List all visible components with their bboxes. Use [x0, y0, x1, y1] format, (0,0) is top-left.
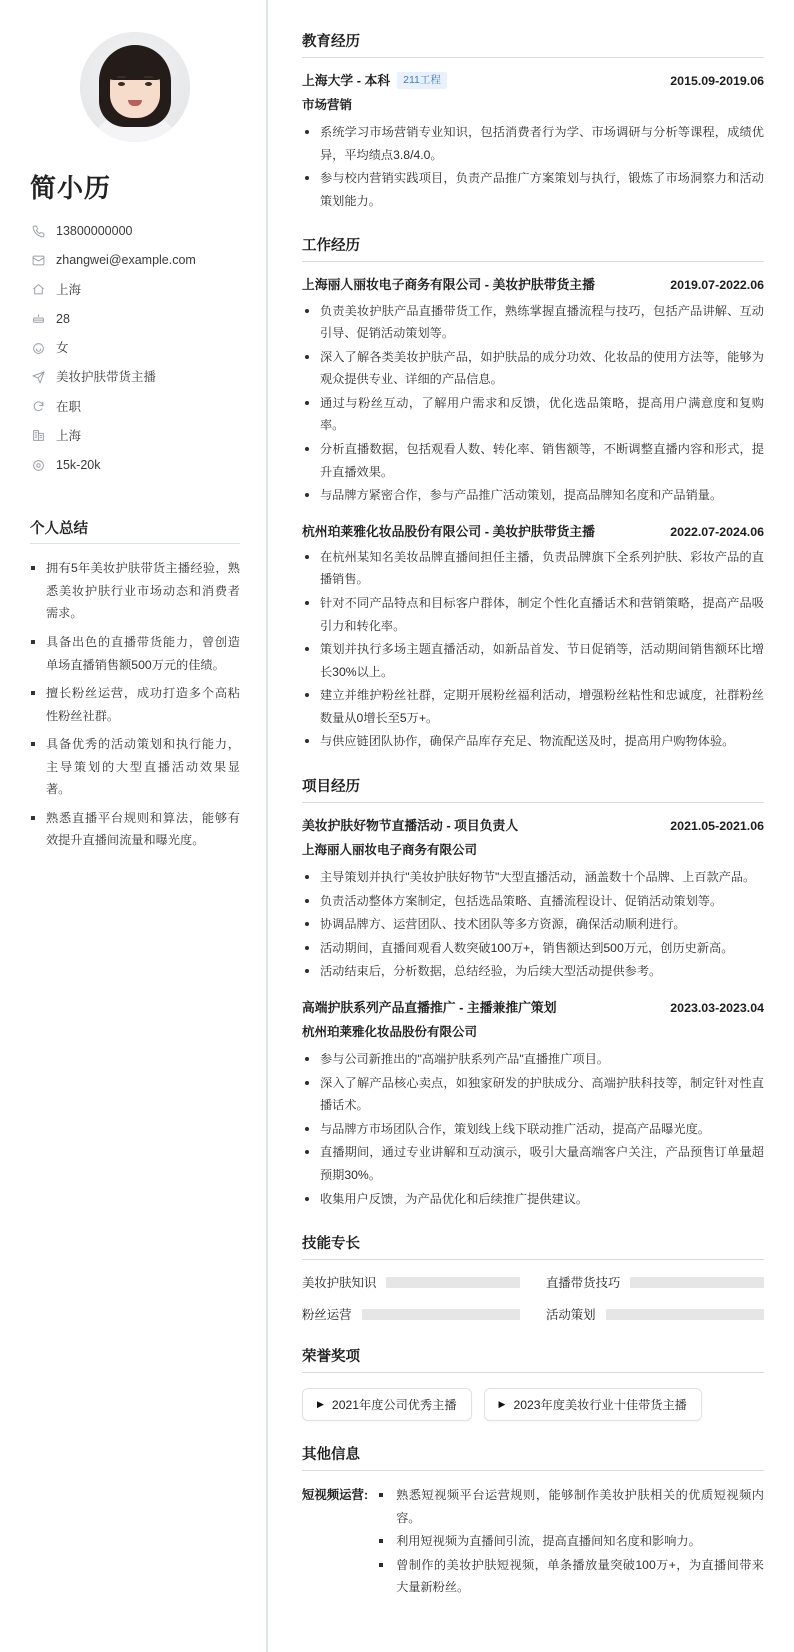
- list-item: 策划并执行多场主题直播活动，如新品首发、节日促销等，活动期间销售额环比增长30%以上。: [302, 638, 764, 683]
- list-item: 擅长粉丝运营，成功打造多个高粘性粉丝社群。: [30, 682, 240, 727]
- candidate-name: 简小历: [30, 173, 112, 203]
- work-entry: [302, 275, 764, 506]
- work-entry: [302, 522, 764, 753]
- entry-header: [302, 998, 764, 1017]
- education-school: [302, 71, 447, 90]
- list-item: 参与公司新推出的"高端护肤系列产品"直播推广项目。: [302, 1048, 764, 1071]
- work-date: 2022.07-2024.06: [670, 524, 764, 539]
- list-item: 拥有5年美妆护肤带货主播经验，熟悉美妆护肤行业市场动态和消费者需求。: [30, 557, 240, 625]
- section-title-work: 工作经历: [302, 234, 764, 262]
- list-item: 深入了解各类美妆护肤产品，如护肤品的成分功效、化妆品的使用方法等，能够为观众提供专业、详细的产品信息。: [302, 346, 764, 391]
- section-education: [302, 30, 764, 212]
- list-item: 通过与粉丝互动，了解用户需求和反馈，优化选品策略，提高用户满意度和复购率。: [302, 392, 764, 437]
- list-item: 系统学习市场营销专业知识，包括消费者行为学、市场调研与分析等课程，成绩优异，平均绩点3.8/4.0。: [302, 121, 764, 166]
- building-icon: [30, 429, 47, 442]
- project-company: 杭州珀莱雅化妆品股份有限公司: [302, 1025, 478, 1040]
- contact-value-gender: 女: [56, 341, 69, 355]
- contact-item-city: [30, 428, 240, 444]
- summary-section-title: 个人总结: [30, 517, 240, 544]
- triangle-right-icon: ▶: [498, 1399, 506, 1410]
- phone-icon: [30, 225, 47, 238]
- triangle-right-icon: ▶: [317, 1399, 324, 1410]
- list-item: 与品牌方市场团队合作，策划线上线下联动推广活动，提高产品曝光度。: [302, 1118, 764, 1141]
- list-item: 收集用户反馈，为产品优化和后续推广提供建议。: [302, 1188, 764, 1211]
- section-work: [302, 234, 764, 753]
- contact-value-email: zhangwei@example.com: [56, 253, 196, 268]
- skill-progress-track: [386, 1277, 520, 1288]
- summary-list: [30, 557, 240, 852]
- other-info-group: [302, 1484, 764, 1600]
- skill-progress-track: [362, 1309, 520, 1320]
- contact-list: [30, 223, 240, 473]
- skill-label: 粉丝运营: [302, 1308, 352, 1323]
- other-info-label: 短视频运营:: [302, 1488, 369, 1503]
- skill-label: 活动策划: [546, 1308, 596, 1323]
- contact-value-location: 上海: [56, 282, 82, 297]
- other-info-bullets: [376, 1484, 764, 1599]
- skills-grid: [302, 1273, 764, 1323]
- list-item: 深入了解产品核心卖点，如独家研发的护肤成分、高端护肤科技等，制定针对性直播话术。: [302, 1072, 764, 1117]
- contact-value-phone: 13800000000: [56, 224, 133, 238]
- entry-header: [302, 71, 764, 90]
- work-bullets: [302, 300, 764, 507]
- list-item: 利用短视频为直播间引流，提高直播间知名度和影响力。: [376, 1530, 764, 1553]
- list-item: 分析直播数据，包括观看人数、转化率、销售额等，不断调整直播内容和形式，提升直播效果。: [302, 438, 764, 483]
- contact-value-status: 在职: [56, 399, 82, 414]
- section-other-info: [302, 1443, 764, 1600]
- project-bullets: [302, 866, 764, 983]
- work-title-label: 杭州珀莱雅化妆品股份有限公司 - 美妆护肤带货主播: [302, 523, 595, 539]
- skill-label: 美妆护肤知识: [302, 1276, 377, 1291]
- contact-item-phone: [30, 223, 240, 239]
- section-projects: [302, 775, 764, 1210]
- project-entry: [302, 998, 764, 1210]
- education-school-label: 上海大学 - 本科: [302, 73, 391, 88]
- entry-header: [302, 275, 764, 294]
- project-entry: [302, 816, 764, 983]
- contact-item-position: [30, 369, 240, 385]
- list-item: 熟悉短视频平台运营规则，能够制作美妆护肤相关的优质短视频内容。: [376, 1484, 764, 1529]
- contact-value-salary: 15k-20k: [56, 458, 101, 472]
- section-title-education: 教育经历: [302, 30, 764, 58]
- award-label: 2023年度美妆行业十佳带货主播: [513, 1398, 687, 1413]
- section-skills: [302, 1232, 764, 1323]
- work-date: 2019.07-2022.06: [670, 278, 764, 293]
- list-item: 直播期间，通过专业讲解和互动演示，吸引大量高端客户关注，产品预售订单量超预期30%。: [302, 1141, 764, 1186]
- project-date: 2023.03-2023.04: [670, 1000, 764, 1015]
- award-chip[interactable]: [302, 1388, 472, 1421]
- contact-item-email: [30, 252, 240, 268]
- list-item: 具备出色的直播带货能力，曾创造单场直播销售额500万元的佳绩。: [30, 631, 240, 676]
- project-title-label: 美妆护肤好物节直播活动 - 项目负责人: [302, 817, 519, 833]
- contact-item-age: [30, 311, 240, 327]
- list-item: 主导策划并执行"美妆护肤好物节"大型直播活动，涵盖数十个品牌、上百款产品。: [302, 866, 764, 889]
- sidebar: [0, 0, 268, 1652]
- list-item: 熟悉直播平台规则和算法，能够有效提升直播间流量和曝光度。: [30, 807, 240, 852]
- list-item: 与品牌方紧密合作，参与产品推广活动策划，提高品牌知名度和产品销量。: [302, 484, 764, 507]
- work-bullets: [302, 546, 764, 753]
- project-title: [302, 998, 557, 1017]
- entry-header: [302, 816, 764, 835]
- coin-icon: [30, 459, 47, 472]
- project-title-label: 高端护肤系列产品直播推广 - 主播兼推广策划: [302, 999, 557, 1015]
- other-info-body: [376, 1484, 764, 1600]
- list-item: 建立并维护粉丝社群，定期开展粉丝福利活动，增强粉丝粘性和忠诚度，社群粉丝数量从0增长至5万+。: [302, 684, 764, 729]
- education-tag: 211工程: [397, 72, 447, 90]
- list-item: 参与校内营销实践项目，负责产品推广方案策划与执行，锻炼了市场洞察力和活动策划能力。: [302, 167, 764, 212]
- contact-item-status: [30, 399, 240, 415]
- entry-header: [302, 522, 764, 541]
- contact-value-position: 美妆护肤带货主播: [56, 370, 157, 385]
- cake-icon: [30, 312, 47, 325]
- education-bullets: [302, 121, 764, 212]
- skill-item: [546, 1305, 764, 1323]
- list-item: 协调品牌方、运营团队、技术团队等多方资源，确保活动顺利进行。: [302, 913, 764, 936]
- paper-plane-icon: [30, 371, 47, 384]
- education-date: 2015.09-2019.06: [670, 74, 764, 88]
- skill-item: [546, 1273, 764, 1291]
- list-item: 针对不同产品特点和目标客户群体，制定个性化直播话术和营销策略，提高产品吸引力和转化率。: [302, 592, 764, 637]
- education-entry: [302, 71, 764, 212]
- section-title-skills: 技能专长: [302, 1232, 764, 1260]
- envelope-icon: [30, 254, 47, 267]
- project-company: 上海丽人丽妆电子商务有限公司: [302, 843, 478, 858]
- home-icon: [30, 283, 47, 296]
- list-item: 具备优秀的活动策划和执行能力，主导策划的大型直播活动效果显著。: [30, 733, 240, 801]
- list-item: 在杭州某知名美妆品牌直播间担任主播，负责品牌旗下全系列护肤、彩妆产品的直播销售。: [302, 546, 764, 591]
- section-title-projects: 项目经历: [302, 775, 764, 803]
- award-label: 2021年度公司优秀主播: [331, 1398, 457, 1413]
- contact-item-gender: [30, 340, 240, 356]
- refresh-icon: [30, 400, 47, 413]
- list-item: 曾制作的美妆护肤短视频，单条播放量突破100万+，为直播间带来大量新粉丝。: [376, 1554, 764, 1599]
- contact-item-location: [30, 282, 240, 298]
- skill-progress-track: [630, 1277, 764, 1288]
- education-major: 市场营销: [302, 98, 353, 113]
- work-title: [302, 522, 595, 541]
- list-item: 与供应链团队协作，确保产品库存充足、物流配送及时，提高用户购物体验。: [302, 730, 764, 753]
- work-title: [302, 275, 595, 294]
- project-bullets: [302, 1048, 764, 1210]
- avatar: [80, 32, 190, 142]
- list-item: 活动结束后，分析数据，总结经验，为后续大型活动提供参考。: [302, 960, 764, 983]
- skill-item: [302, 1305, 520, 1323]
- work-title-label: 上海丽人丽妆电子商务有限公司 - 美妆护肤带货主播: [302, 277, 595, 293]
- section-title-awards: 荣誉奖项: [302, 1345, 764, 1373]
- list-item: 负责活动整体方案制定，包括选品策略、直播流程设计、促销活动策划等。: [302, 890, 764, 913]
- project-title: [302, 816, 518, 835]
- skill-label: 直播带货技巧: [546, 1276, 621, 1291]
- section-awards: [302, 1345, 764, 1421]
- skill-item: [302, 1273, 520, 1291]
- section-title-other-info: 其他信息: [302, 1443, 764, 1471]
- list-item: 活动期间，直播间观看人数突破100万+，销售额达到500万元，创历史新高。: [302, 937, 764, 960]
- contact-item-salary: [30, 457, 240, 473]
- list-item: 负责美妆护肤产品直播带货工作，熟练掌握直播流程与技巧，包括产品讲解、互动引导、促销活动策划等。: [302, 300, 764, 345]
- contact-value-age: 28: [56, 311, 70, 326]
- main-content: [268, 0, 794, 1652]
- avatar-container: [30, 32, 240, 142]
- contact-value-city: 上海: [56, 428, 82, 443]
- awards-row: [302, 1386, 764, 1421]
- skill-progress-track: [606, 1309, 764, 1320]
- gender-icon: [30, 342, 47, 355]
- award-chip[interactable]: [484, 1388, 702, 1421]
- project-date: 2021.05-2021.06: [670, 818, 764, 833]
